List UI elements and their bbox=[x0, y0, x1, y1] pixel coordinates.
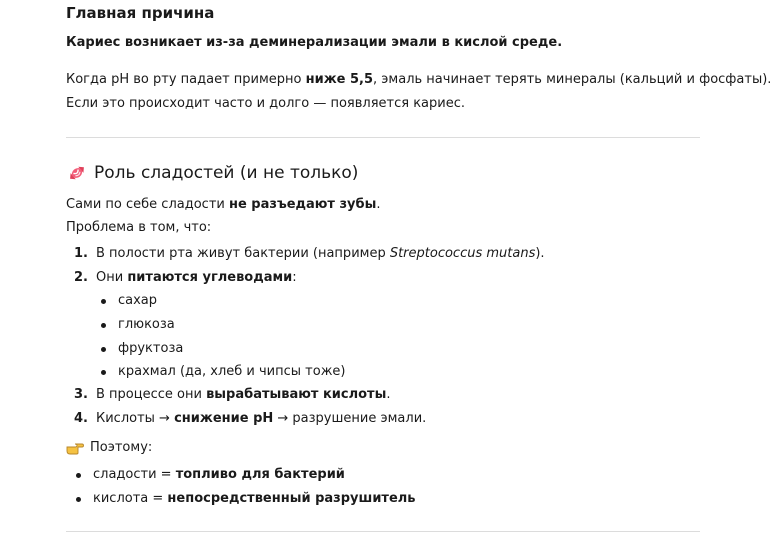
list-item bbox=[74, 409, 426, 429]
section-divider bbox=[66, 531, 700, 532]
lead-statement: Кариес возникает из-за деминерализации эмали в кислой среде. bbox=[66, 35, 563, 50]
fact-bold: топливо для бактерий bbox=[175, 467, 345, 482]
bullet-dot bbox=[101, 323, 106, 328]
list-item bbox=[74, 244, 545, 264]
list-number: 1. bbox=[74, 246, 88, 261]
step-text-post: ). bbox=[535, 246, 545, 261]
step-text-post: . bbox=[386, 387, 391, 402]
sweets-intro-bold: не разъедают зубы bbox=[228, 197, 377, 212]
section-heading-main-cause: Главная причина bbox=[66, 4, 215, 22]
step-text-bold: вырабатывают кислоты bbox=[206, 387, 387, 402]
carb-item: сахар bbox=[118, 293, 158, 308]
ph-paragraph bbox=[66, 70, 771, 90]
fact-bold: непосредственный разрушитель bbox=[167, 491, 416, 506]
ph-paragraph-post: , эмаль начинает терять минералы (кальций и фосфаты). bbox=[373, 72, 771, 87]
caries-consequence: Если это происходит часто и долго — появляется кариес. bbox=[66, 96, 466, 111]
list-item bbox=[74, 385, 390, 405]
list-number: 4. bbox=[74, 411, 88, 426]
bullet-dot bbox=[101, 299, 106, 304]
sweets-intro bbox=[66, 195, 381, 215]
carb-item: крахмал (да, хлеб и чипсы тоже) bbox=[118, 364, 346, 379]
bacteria-name: Streptococcus mutans bbox=[389, 246, 536, 261]
section-divider bbox=[66, 137, 700, 138]
step-text-pre: Они bbox=[96, 270, 128, 285]
problem-statement: Проблема в том, что: bbox=[66, 220, 212, 235]
sweets-intro-post: . bbox=[376, 197, 381, 212]
carb-item: фруктоза bbox=[118, 341, 184, 356]
step-text-bold: снижение pH bbox=[174, 411, 274, 426]
sweets-heading-text: Роль сладостей (и не только) bbox=[94, 163, 359, 183]
sweets-intro-pre: Сами по себе сладости bbox=[66, 197, 229, 212]
ph-paragraph-pre: Когда pH во рту падает примерно bbox=[66, 72, 306, 87]
step-text-pre: Кислоты → bbox=[96, 411, 175, 426]
fact-pre: сладости = bbox=[93, 467, 176, 482]
step-text-bold: питаются углеводами bbox=[127, 270, 293, 285]
therefore-line bbox=[66, 438, 152, 458]
list-item bbox=[74, 268, 297, 288]
step-text-post: : bbox=[292, 270, 297, 285]
ph-threshold: ниже 5,5 bbox=[305, 72, 374, 87]
carb-item: глюкоза bbox=[118, 317, 175, 332]
therefore-text: Поэтому: bbox=[90, 440, 153, 455]
pointing-hand-icon bbox=[66, 441, 84, 455]
list-number: 2. bbox=[74, 270, 88, 285]
candy-icon bbox=[66, 162, 88, 184]
list-number: 3. bbox=[74, 387, 88, 402]
section-heading-sweets bbox=[66, 161, 358, 185]
fact-item bbox=[93, 465, 345, 485]
bullet-dot bbox=[76, 497, 81, 502]
fact-item bbox=[93, 489, 416, 509]
fact-pre: кислота = bbox=[93, 491, 168, 506]
bullet-dot bbox=[101, 347, 106, 352]
bullet-dot bbox=[76, 473, 81, 478]
step-text-pre: В полости рта живут бактерии (например bbox=[96, 246, 390, 261]
step-text-pre: В процессе они bbox=[96, 387, 207, 402]
bullet-dot bbox=[101, 370, 106, 375]
step-text-post: → разрушение эмали. bbox=[273, 411, 427, 426]
